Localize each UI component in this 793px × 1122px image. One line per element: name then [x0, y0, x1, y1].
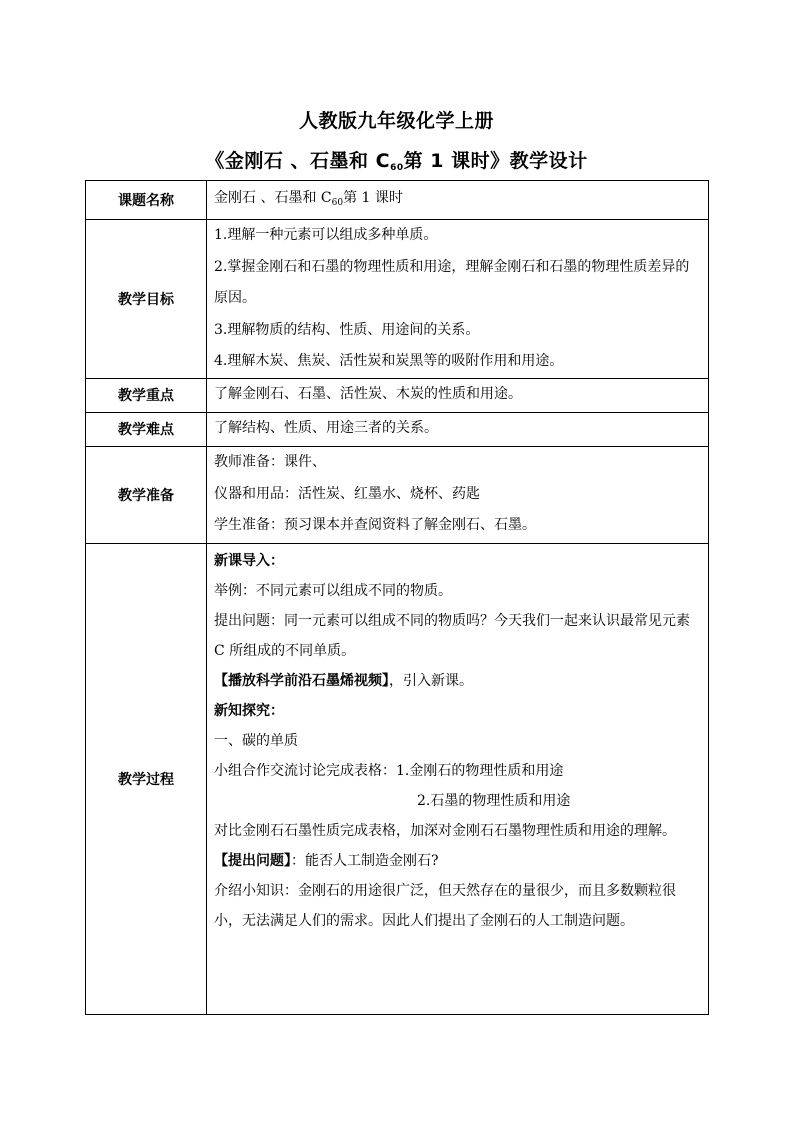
goal-item: 2.掌握金刚石和石墨的物理性质和用途，理解金刚石和石墨的物理性质差异的原因。	[214, 258, 690, 306]
explore-heading: 新知探究：	[214, 702, 284, 719]
table-row-goals	[86, 220, 709, 379]
question-text: 提出问题：同一元素可以组成不同的物质吗？今天我们一起来认识最常见元素 C 所组成的不同单质。	[214, 612, 690, 659]
video-rest: ，引入新课。	[389, 672, 473, 689]
page-title	[0, 106, 793, 133]
group-task-2: 2.石墨的物理性质和用途	[417, 792, 571, 809]
table-row-difficulty	[86, 412, 709, 446]
subtitle-text-b: 第 1 课时》教学设计	[403, 150, 588, 172]
name-text-b: 第 1 课时	[343, 190, 403, 207]
row-content-name	[207, 181, 709, 220]
intro-heading: 新课导入：	[214, 552, 284, 569]
row-content-difficulty: 了解结构、性质、用途三者的关系。	[207, 412, 709, 446]
lesson-plan-table	[85, 180, 709, 1015]
ask-rest: ：能否人工制造金刚石?	[291, 852, 439, 869]
example-text: 举例：不同元素可以组成不同的物质。	[214, 582, 452, 599]
knowledge-text: 介绍小知识：金刚石的用途很广泛，但天然存在的量很少，而且多数颗粒很小，无法满足人们的需求。因此人们提出了金刚石的人工制造问题。	[214, 882, 676, 929]
subtitle-text-a: 《金刚石 、石墨和 C	[205, 150, 391, 172]
row-content-process	[207, 543, 709, 1014]
table-row-key	[86, 378, 709, 412]
prep-item: 学生准备：预习课本并查阅资料了解金刚石、石墨。	[214, 517, 536, 534]
name-subscript: 60	[331, 198, 344, 209]
row-label-goals: 教学目标	[86, 220, 207, 379]
subtitle-subscript: 60	[390, 163, 404, 173]
section-heading: 一、碳的单质	[214, 732, 298, 749]
name-text-a: 金刚石 、石墨和 C	[214, 190, 332, 207]
row-label-key: 教学重点	[86, 378, 207, 412]
ask-bold: 【提出问题】	[214, 852, 291, 869]
compare-text: 对比金刚石石墨性质完成表格，加深对金刚石石墨物理性质和用途的理解。	[214, 822, 676, 839]
row-label-name: 课题名称	[86, 181, 207, 220]
table-row-prep	[86, 446, 709, 543]
page-subtitle	[0, 146, 793, 173]
table-row-name	[86, 181, 709, 220]
goal-item: 3.理解物质的结构、性质、用途间的关系。	[214, 321, 480, 338]
video-line	[214, 666, 702, 696]
title-text: 人教版九年级化学上册	[298, 110, 494, 132]
row-content-key: 了解金刚石、石墨、活性炭、木炭的性质和用途。	[207, 378, 709, 412]
prep-item: 教师准备：课件、	[214, 454, 326, 471]
goal-item: 4.理解木炭、焦炭、活性炭和炭黑等的吸附作用和用途。	[214, 353, 564, 369]
goal-item: 1.理解一种元素可以组成多种单质。	[214, 227, 438, 243]
table-row-process	[86, 543, 709, 1014]
prep-item: 仪器和用品：活性炭、红墨水、烧杯、药匙	[214, 485, 480, 502]
group-task-1: 小组合作交流讨论完成表格：1.金刚石的物理性质和用途	[214, 762, 564, 779]
ask-line	[214, 846, 702, 876]
row-content-prep	[207, 446, 709, 543]
row-label-prep: 教学准备	[86, 446, 207, 543]
row-label-difficulty: 教学难点	[86, 412, 207, 446]
row-content-goals	[207, 220, 709, 379]
row-label-process: 教学过程	[86, 543, 207, 1014]
video-bold: 【播放科学前沿石墨烯视频】	[214, 672, 389, 689]
